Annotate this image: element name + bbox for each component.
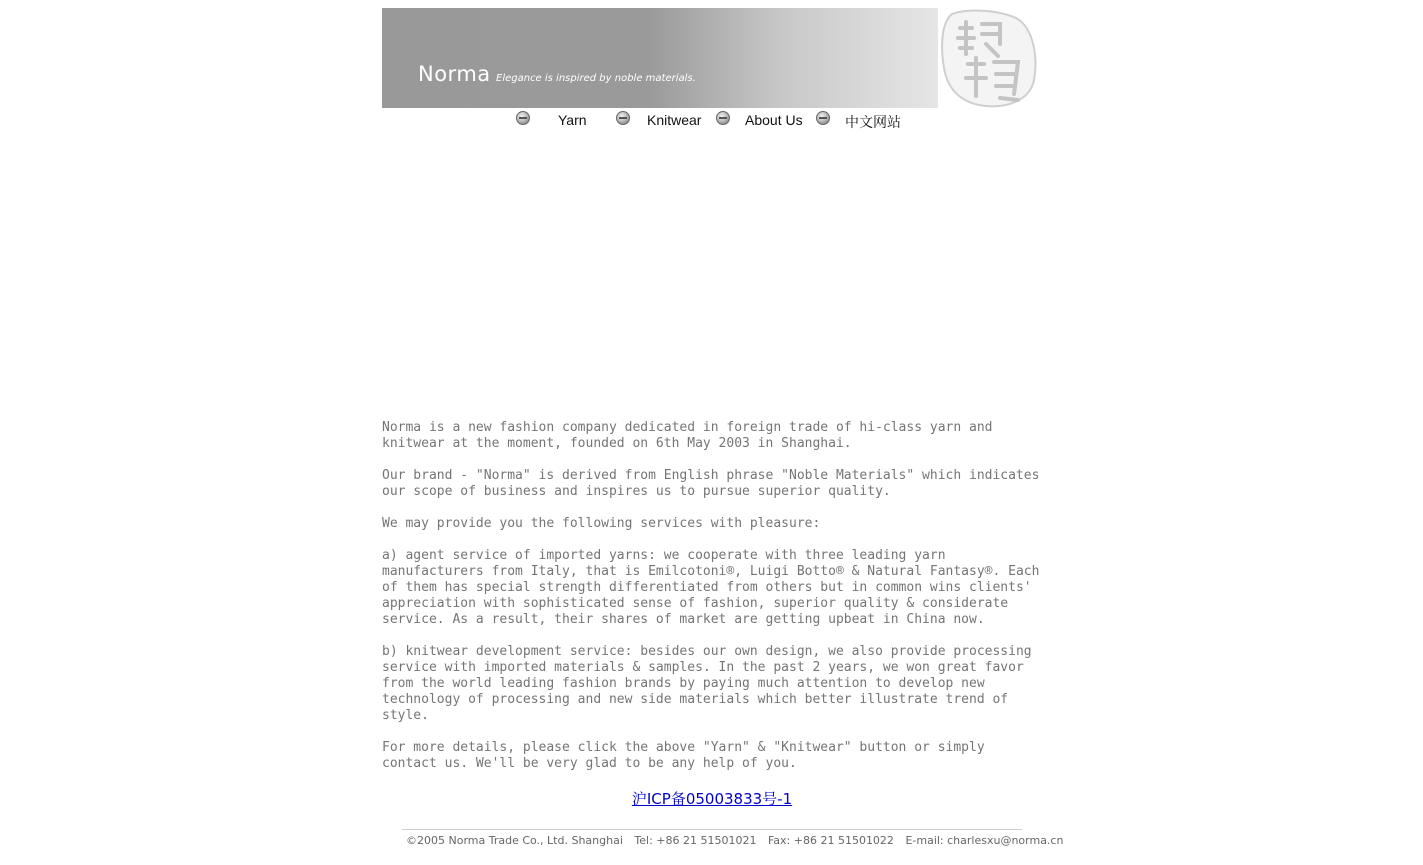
about-content bbox=[382, 420, 1042, 772]
email-text: E-mail: charlesxu@norma.cn bbox=[905, 834, 1064, 847]
nav-label[interactable]: About Us bbox=[745, 112, 803, 128]
copyright-text: ©2005 Norma Trade Co., Ltd. Shanghai bbox=[406, 834, 623, 847]
fax-text: Fax: +86 21 51501022 bbox=[767, 834, 894, 847]
round-bullet-icon bbox=[516, 111, 530, 125]
flash-placeholder bbox=[382, 130, 1042, 420]
icp-link[interactable]: 沪ICP备05003833号-1 bbox=[631, 790, 793, 808]
banner-gradient bbox=[382, 8, 938, 108]
main-nav bbox=[382, 108, 1042, 130]
round-bullet-icon bbox=[716, 111, 730, 125]
footer bbox=[402, 829, 1064, 847]
paragraph-services: We may provide you the following services with pleasure: bbox=[382, 516, 821, 531]
nav-item-knitwear[interactable] bbox=[616, 110, 706, 128]
paragraph-intro: Norma is a new fashion company dedicated in foreign trade of hi-class yarn and knitwear at the moment, founded on 6th May 2003 in Shanghai. bbox=[382, 420, 993, 451]
seal-logo bbox=[938, 8, 1042, 108]
nav-item-chinese-site[interactable] bbox=[816, 110, 906, 128]
paragraph-brand: Our brand - "Norma" is derived from English phrase "Noble Materials" which indicates our scope of business and inspires us to pursue superior quality. bbox=[382, 468, 1040, 499]
tel-text: Tel: +86 21 51501021 bbox=[634, 834, 757, 847]
icp-license bbox=[382, 788, 1042, 809]
paragraph-agent-service: a) agent service of imported yarns: we cooperate with three leading yarn manufacturers from Italy, that is Emilcotoni®, Luigi Botto® & Natural Fantasy®. Each of them has special strength differentiated from others but in common wins clients' appreciation with sophisticated sense of fashion, superior quality & considerate service. As a result, their shares of market are getting upbeat in China now. bbox=[382, 548, 1040, 627]
nav-label[interactable]: 中文网站 bbox=[845, 114, 901, 130]
paragraph-knitwear-service: b) knitwear development service: besides our own design, we also provide processing service with imported materials & samples. In the past 2 years, we won great favor from the world leading fashion brands by paying much attention to develop new technology of processing and new side materials which better illustrate trend of style. bbox=[382, 644, 1032, 723]
nav-item-yarn[interactable] bbox=[516, 110, 606, 128]
brand-tagline: Elegance is inspired by noble materials. bbox=[496, 73, 696, 84]
round-bullet-icon bbox=[816, 111, 830, 125]
nav-item-about-us[interactable] bbox=[716, 110, 806, 128]
paragraph-contact: For more details, please click the above "Yarn" & "Knitwear" button or simply contact us. We'll be very glad to be any help of you. bbox=[382, 740, 985, 771]
page-container bbox=[382, 8, 1042, 809]
nav-label[interactable]: Knitwear bbox=[647, 112, 702, 128]
header-banner bbox=[382, 8, 1042, 108]
nav-label[interactable]: Yarn bbox=[558, 112, 587, 128]
round-bullet-icon bbox=[616, 111, 630, 125]
brand-name: Norma bbox=[418, 62, 491, 86]
